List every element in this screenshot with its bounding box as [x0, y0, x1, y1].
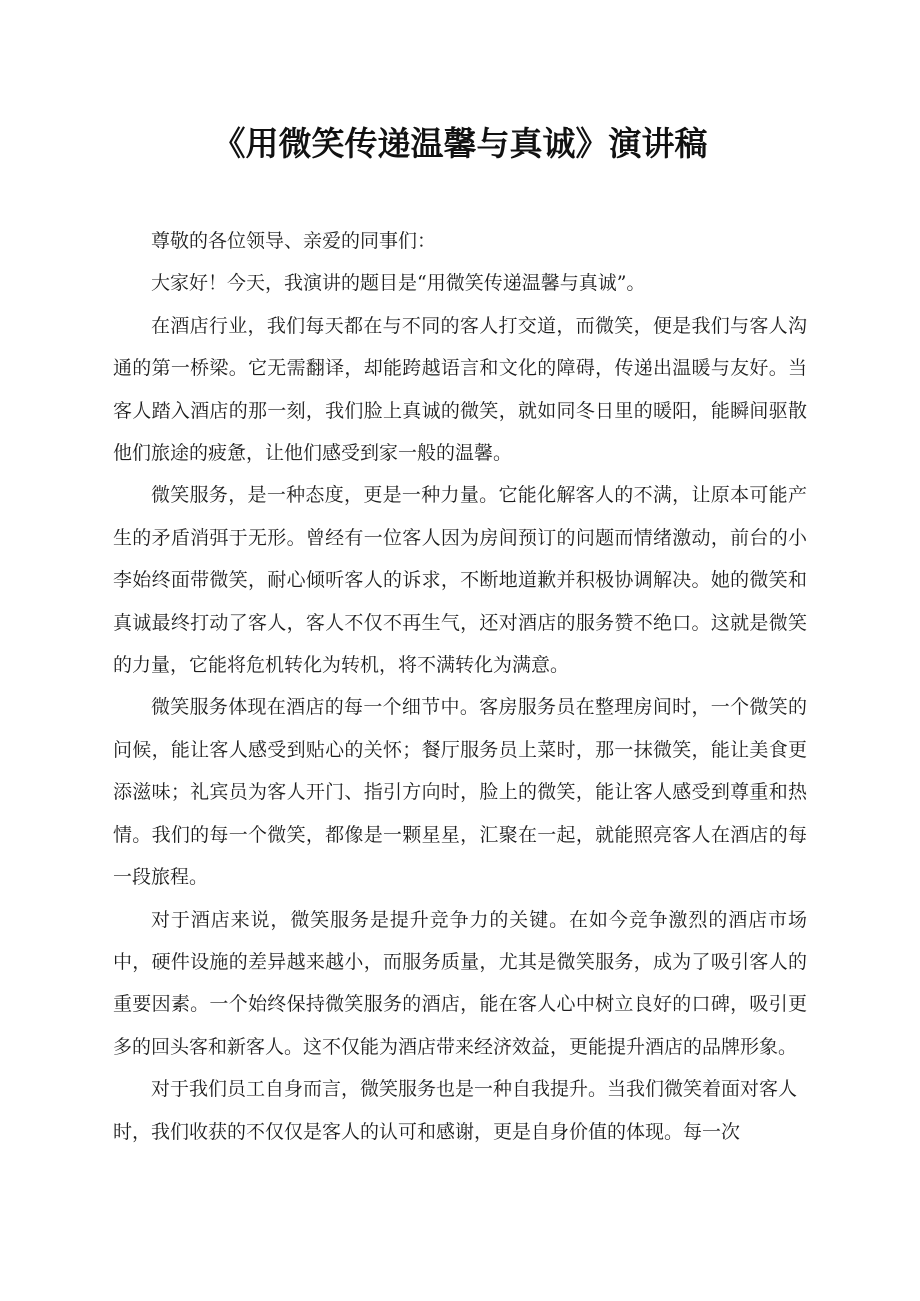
paragraph: 在酒店行业，我们每天都在与不同的客人打交道，而微笑，便是我们与客人沟通的第一桥梁。它无需翻译，却能跨越语言和文化的障碍，传递出温暖与友好。当客人踏入酒店的那一刻，我们脸上真诚的微笑，就如同冬日里的暖阳，能瞬间驱散他们旅途的疲惫，让他们感受到家一般的温馨。 [113, 314, 807, 465]
document-title: 《用微笑传递温馨与真诚》演讲稿 [212, 124, 708, 163]
paragraph: 大家好！今天，我演讲的题目是“用微笑传递温馨与真诚”。 [151, 272, 646, 295]
paragraph: 微笑服务，是一种态度，更是一种力量。它能化解客人的不满，让原本可能产生的矛盾消弭于无形。曾经有一位客人因为房间预订的问题而情绪激动，前台的小李始终面带微笑，耐心倾听客人的诉求，不断地道歉并积极协调解决。她的微笑和真诚最终打动了客人，客人不仅不再生气，还对酒店的服务赞不绝口。这就是微笑的力量，它能将危机转化为转机，将不满转化为满意。 [113, 484, 807, 677]
paragraph: 微笑服务体现在酒店的每一个细节中。客房服务员在整理房间时，一个微笑的问候，能让客人感受到贴心的关怀；餐厅服务员上菜时，那一抹微笑，能让美食更添滋味；礼宾员为客人开门、指引方向时，脸上的微笑，能让客人感受到尊重和热情。我们的每一个微笑，都像是一颗星星，汇聚在一起，就能照亮客人在酒店的每一段旅程。 [113, 696, 807, 889]
paragraph: 对于酒店来说，微笑服务是提升竞争力的关键。在如今竞争激烈的酒店市场中，硬件设施的差异越来越小，而服务质量，尤其是微笑服务，成为了吸引客人的重要因素。一个始终保持微笑服务的酒店，能在客人心中树立良好的口碑，吸引更多的回头客和新客人。这不仅能为酒店带来经济效益，更能提升酒店的品牌形象。 [113, 908, 807, 1058]
paragraph: 对于我们员工自身而言，微笑服务也是一种自我提升。当我们微笑着面对客人时，我们收获的不仅仅是客人的认可和感谢，更是自身价值的体现。每一次 [113, 1078, 798, 1143]
document-body [113, 220, 807, 1153]
salutation: 尊敬的各位领导、亲爱的同事们： [151, 230, 437, 252]
